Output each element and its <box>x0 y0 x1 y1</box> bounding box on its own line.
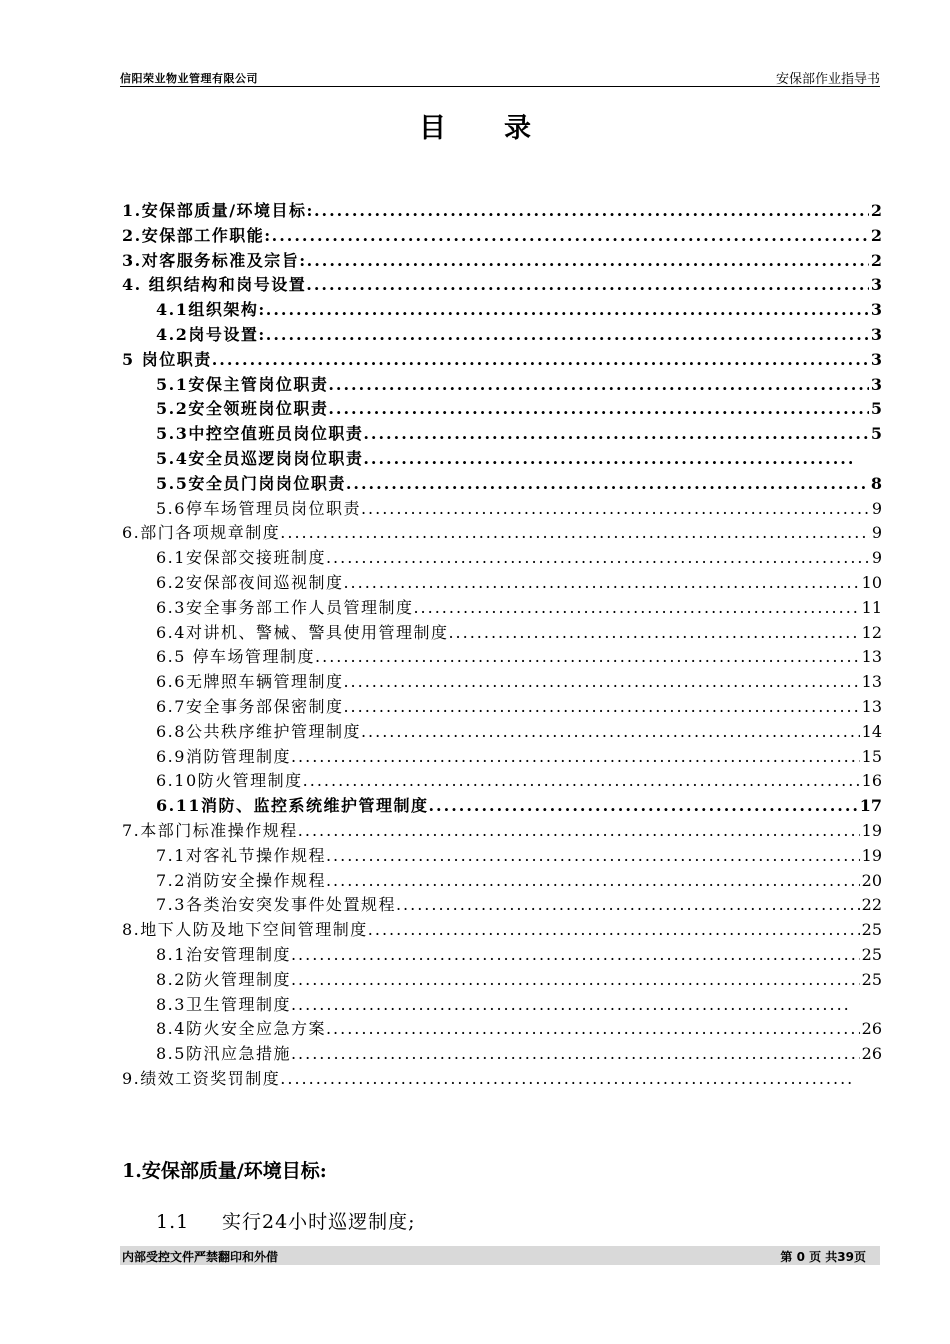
toc-entry-page: 22 <box>861 895 882 915</box>
toc-entry-page: 25 <box>861 920 882 940</box>
toc-leader-dots <box>303 769 860 794</box>
toc-entry[interactable] <box>122 447 882 472</box>
toc-entry[interactable] <box>122 373 882 398</box>
toc-leader-dots <box>266 298 869 323</box>
toc-entry-label: 5.2安全领班岗位职责 <box>156 399 329 419</box>
footer-notice: 内部受控文件严禁翻印和外借 <box>122 1250 279 1264</box>
toc-entry-page: 3 <box>870 349 882 369</box>
toc-entry-page: 25 <box>861 969 882 989</box>
toc-leader-dots <box>280 521 870 546</box>
section-item <box>156 1207 416 1234</box>
toc-entry-label: 6.2安保部夜间巡视制度 <box>156 572 344 592</box>
toc-leader-dots <box>314 199 869 224</box>
toc-entry-page: 15 <box>861 746 882 766</box>
toc-entry-page: 17 <box>859 796 882 816</box>
toc-entry-label: 6.5 停车场管理制度 <box>156 647 316 667</box>
table-of-contents <box>122 199 882 1092</box>
toc-entry-label: 5.4安全员巡逻岗岗位职责 <box>156 448 364 468</box>
toc-entry-label: 8.地下人防及地下空间管理制度 <box>122 920 368 940</box>
toc-entry[interactable] <box>122 1042 882 1067</box>
toc-entry[interactable] <box>122 323 882 348</box>
toc-leader-dots <box>326 546 870 571</box>
toc-entry-label: 4.1组织架构: <box>156 300 266 320</box>
toc-entry-label: 4.2岗号设置: <box>156 324 266 344</box>
toc-leader-dots <box>291 943 860 968</box>
toc-entry[interactable] <box>122 819 882 844</box>
toc-entry-page: 2 <box>870 201 882 220</box>
toc-entry-label: 8.2防火管理制度 <box>156 969 291 989</box>
toc-leader-dots <box>272 224 869 249</box>
toc-entry[interactable] <box>122 571 882 596</box>
toc-entry-page: 13 <box>861 647 882 667</box>
toc-leader-dots <box>307 249 869 274</box>
toc-entry[interactable] <box>122 893 882 918</box>
toc-entry-label: 8.5防汛应急措施 <box>156 1044 291 1064</box>
toc-leader-dots <box>315 645 860 670</box>
toc-entry-label: 7.1对客礼节操作规程 <box>156 845 326 865</box>
toc-entry-label: 6.11消防、监控系统维护管理制度 <box>156 796 429 816</box>
toc-leader-dots <box>413 596 859 621</box>
toc-entry-page: 2 <box>870 225 882 245</box>
toc-leader-dots <box>363 422 869 447</box>
toc-entry-label: 6.8公共秩序维护管理制度 <box>156 721 361 741</box>
toc-entry[interactable] <box>122 695 882 720</box>
toc-entry[interactable] <box>122 745 882 770</box>
toc-entry[interactable] <box>122 298 882 323</box>
toc-entry-label: 4. 组织结构和岗号设置 <box>122 275 307 295</box>
toc-entry[interactable] <box>122 968 882 993</box>
toc-leader-dots <box>343 571 859 596</box>
toc-entry-label: 6.1安保部交接班制度 <box>156 548 326 568</box>
toc-entry[interactable] <box>122 422 882 447</box>
toc-entry[interactable] <box>122 670 882 695</box>
toc-entry-label: 6.6无牌照车辆管理制度 <box>156 672 344 692</box>
document-name: 安保部作业指导书 <box>775 72 880 87</box>
toc-leader-dots <box>361 497 870 522</box>
toc-leader-dots <box>291 745 860 770</box>
page-title: 目录 <box>419 113 589 144</box>
toc-leader-dots <box>212 348 869 373</box>
toc-leader-dots <box>363 447 852 472</box>
toc-entry-page: 3 <box>870 275 882 295</box>
toc-entry-label: 6.部门各项规章制度 <box>122 523 281 543</box>
toc-leader-dots <box>343 670 859 695</box>
toc-leader-dots <box>280 1067 852 1092</box>
toc-entry-page: 10 <box>861 572 882 592</box>
toc-entry-page: 5 <box>870 424 882 444</box>
toc-entry[interactable] <box>122 869 882 894</box>
toc-leader-dots <box>396 893 860 918</box>
toc-leader-dots <box>266 323 869 348</box>
toc-leader-dots <box>448 621 859 646</box>
toc-entry-page: 26 <box>861 1019 882 1039</box>
toc-leader-dots <box>361 720 860 745</box>
toc-entry[interactable] <box>122 918 882 943</box>
toc-entry-page: 2 <box>870 250 882 270</box>
toc-entry[interactable] <box>122 249 882 274</box>
toc-entry[interactable] <box>122 645 882 670</box>
toc-entry-page: 20 <box>861 870 882 890</box>
toc-entry-label: 7.3各类治安突发事件处置规程 <box>156 895 396 915</box>
toc-leader-dots <box>326 844 860 869</box>
toc-entry-label: 5.1安保主管岗位职责 <box>156 374 329 394</box>
toc-entry-label: 6.4对讲机、警械、警具使用管理制度 <box>156 622 449 642</box>
page-header <box>120 66 880 87</box>
toc-entry[interactable] <box>122 720 882 745</box>
section-item-text: 实行24小时巡逻制度; <box>222 1211 416 1233</box>
toc-leader-dots <box>346 472 869 497</box>
toc-entry[interactable] <box>122 596 882 621</box>
toc-leader-dots <box>368 918 860 943</box>
page-number: 第 0 页 共39页 <box>780 1250 866 1264</box>
toc-entry-label: 6.10防火管理制度 <box>156 771 303 791</box>
toc-entry-label: 3.对客服务标准及宗旨: <box>122 250 307 270</box>
toc-leader-dots <box>306 273 869 298</box>
toc-leader-dots <box>326 1017 860 1042</box>
toc-entry[interactable] <box>122 943 882 968</box>
toc-leader-dots <box>291 993 852 1018</box>
toc-entry-page: 13 <box>861 672 882 692</box>
toc-entry-label: 8.1治安管理制度 <box>156 944 291 964</box>
toc-entry-page: 8 <box>870 473 882 493</box>
toc-entry-label: 7.2消防安全操作规程 <box>156 870 326 890</box>
toc-leader-dots <box>326 869 860 894</box>
toc-entry[interactable] <box>122 224 882 249</box>
toc-entry-label: 7.本部门标准操作规程 <box>122 820 298 840</box>
toc-entry-page: 19 <box>861 820 882 840</box>
toc-entry-page: 3 <box>870 324 882 344</box>
toc-entry[interactable] <box>122 497 882 522</box>
toc-entry[interactable] <box>122 769 882 794</box>
toc-entry-label: 2.安保部工作职能: <box>122 225 272 245</box>
toc-leader-dots <box>428 794 857 819</box>
toc-leader-dots <box>343 695 859 720</box>
toc-entry[interactable] <box>122 397 882 422</box>
toc-entry-label: 8.3卫生管理制度 <box>156 994 291 1014</box>
toc-entry-label: 1.安保部质量/环境目标: <box>122 201 314 220</box>
toc-entry-label: 6.7安全事务部保密制度 <box>156 696 344 716</box>
toc-entry-page: 26 <box>861 1044 882 1064</box>
toc-entry-label: 6.9消防管理制度 <box>156 746 291 766</box>
section-item-number: 1.1 <box>156 1211 190 1233</box>
toc-entry-page: 11 <box>861 597 882 617</box>
toc-entry-label: 5.3中控空值班员岗位职责 <box>156 424 364 444</box>
toc-entry-page: 3 <box>870 374 882 394</box>
toc-leader-dots <box>291 1042 860 1067</box>
toc-leader-dots <box>291 968 860 993</box>
toc-entry[interactable] <box>122 993 882 1018</box>
toc-entry[interactable] <box>122 472 882 497</box>
toc-entry-page: 3 <box>870 300 882 320</box>
toc-entry-label: 6.3安全事务部工作人员管理制度 <box>156 597 414 617</box>
toc-leader-dots <box>298 819 860 844</box>
toc-entry[interactable] <box>122 521 882 546</box>
company-name: 信阳荣业物业管理有限公司 <box>120 72 258 85</box>
toc-entry[interactable] <box>122 1067 882 1092</box>
toc-entry-page: 25 <box>861 944 882 964</box>
toc-entry-page: 5 <box>870 399 882 419</box>
toc-entry[interactable] <box>122 546 882 571</box>
toc-entry[interactable] <box>122 273 882 298</box>
toc-entry[interactable] <box>122 844 882 869</box>
section-heading: 1.安保部质量/环境目标: <box>122 1160 327 1182</box>
toc-entry-page: 9 <box>871 548 882 568</box>
toc-entry-page: 19 <box>861 845 882 865</box>
toc-leader-dots <box>328 397 869 422</box>
toc-entry-page: 9 <box>871 523 882 543</box>
toc-entry[interactable] <box>122 348 882 373</box>
toc-entry-page: 9 <box>871 498 882 518</box>
toc-entry[interactable] <box>122 199 882 224</box>
toc-entry-page: 14 <box>861 721 882 741</box>
toc-entry[interactable] <box>122 794 882 819</box>
toc-entry-label: 5 岗位职责 <box>122 349 212 369</box>
toc-entry[interactable] <box>122 1017 882 1042</box>
toc-entry-page: 13 <box>861 696 882 716</box>
toc-entry-label: 9.绩效工资奖罚制度 <box>122 1068 281 1088</box>
toc-entry-page: 12 <box>861 622 882 642</box>
toc-entry-label: 5.5安全员门岗岗位职责 <box>156 473 346 493</box>
toc-entry-label: 8.4防火安全应急方案 <box>156 1019 326 1039</box>
toc-entry-label: 5.6停车场管理员岗位职责 <box>156 498 361 518</box>
page-footer <box>120 1246 880 1265</box>
toc-entry[interactable] <box>122 621 882 646</box>
toc-entry-page: 16 <box>861 771 882 791</box>
toc-leader-dots <box>328 373 869 398</box>
